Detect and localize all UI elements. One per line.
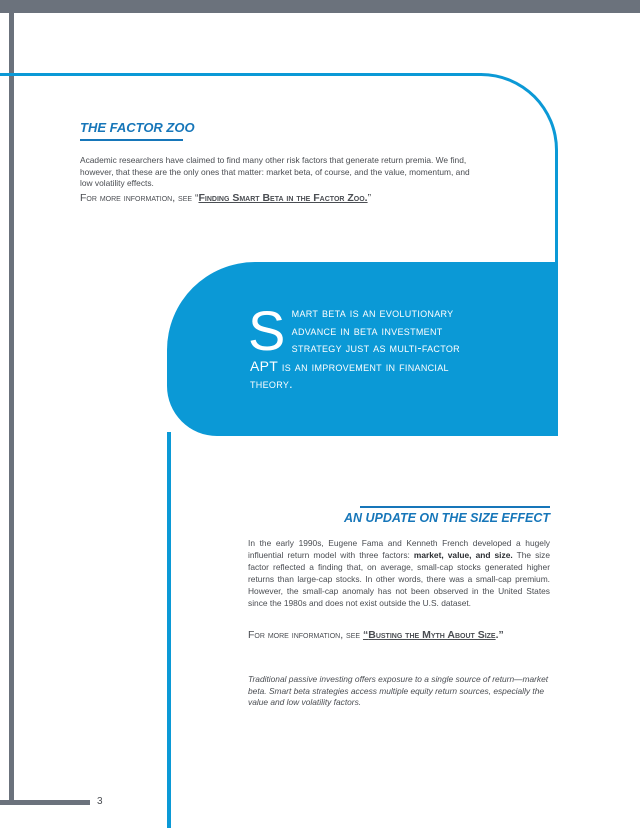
factor-zoo-paragraph: Academic researchers have claimed to find many other risk factors that generate return premia. We find, however, that these are the only ones that matter: market beta, of course, and the value, momentum, and low volatility effects. — [80, 155, 470, 188]
left-frame-bar — [9, 13, 14, 800]
rounded-corner-rule — [478, 73, 558, 153]
size-effect-more-info — [248, 628, 550, 642]
pull-quote-tail: is an improvement in financial theory. — [250, 359, 449, 391]
section-title-size-effect: AN UPDATE ON THE SIZE EFFECT — [343, 511, 550, 525]
link-text: Busting the Myth About Size — [368, 629, 496, 641]
factor-zoo-more-info — [80, 192, 500, 204]
top-frame-bar — [0, 0, 640, 13]
size-effect-paragraph — [248, 538, 550, 609]
page-number: 3 — [97, 796, 103, 807]
section-title-factor-zoo: THE FACTOR ZOO — [80, 120, 195, 135]
passive-investing-note: Traditional passive investing offers exposure to a single source of return—market beta. Smart beta strategies access multiple equity return sources, especially the value and low volatility factors. — [248, 674, 549, 707]
size-effect-text-1: In the early 1990s, Eugene Fama and Kenneth French developed a hugely influential return model with three factors: — [248, 538, 550, 560]
right-blue-rule — [555, 150, 558, 265]
more-info-prefix: For more information, see “ — [80, 192, 199, 204]
pull-quote-acronym: APT — [250, 357, 279, 374]
center-blue-rule — [167, 432, 171, 828]
factor-zoo-link[interactable]: Finding Smart Beta in the Factor Zoo. — [198, 192, 368, 204]
more-info-suffix: .” — [495, 629, 504, 641]
section-title-underline — [80, 139, 183, 141]
bottom-frame-bar — [0, 800, 90, 805]
more-info-suffix: ” — [367, 192, 372, 204]
pull-quote-lead: mart beta is an evolutionary advance in beta investment strategy just as multi-factor — [291, 306, 460, 355]
more-info-prefix: For more information, see — [248, 629, 363, 641]
size-effect-title-rule — [360, 506, 550, 508]
link-open-quote: “ — [362, 629, 369, 641]
pull-quote-dropcap: S — [248, 299, 286, 362]
size-effect-bold-factors: market, value, and size. — [413, 549, 513, 560]
size-effect-text-2: The size factor reflected a finding that, on average, small-cap stocks generated higher returns than large-cap stocks. In other words, there was a small-cap premium. However, the small-cap anomaly has not been observed in the United States since the 1980s and does not exist outside the U.S. dataset. — [248, 549, 550, 608]
top-blue-rule — [0, 73, 482, 76]
pull-quote — [248, 299, 490, 394]
size-effect-link[interactable] — [363, 629, 496, 641]
